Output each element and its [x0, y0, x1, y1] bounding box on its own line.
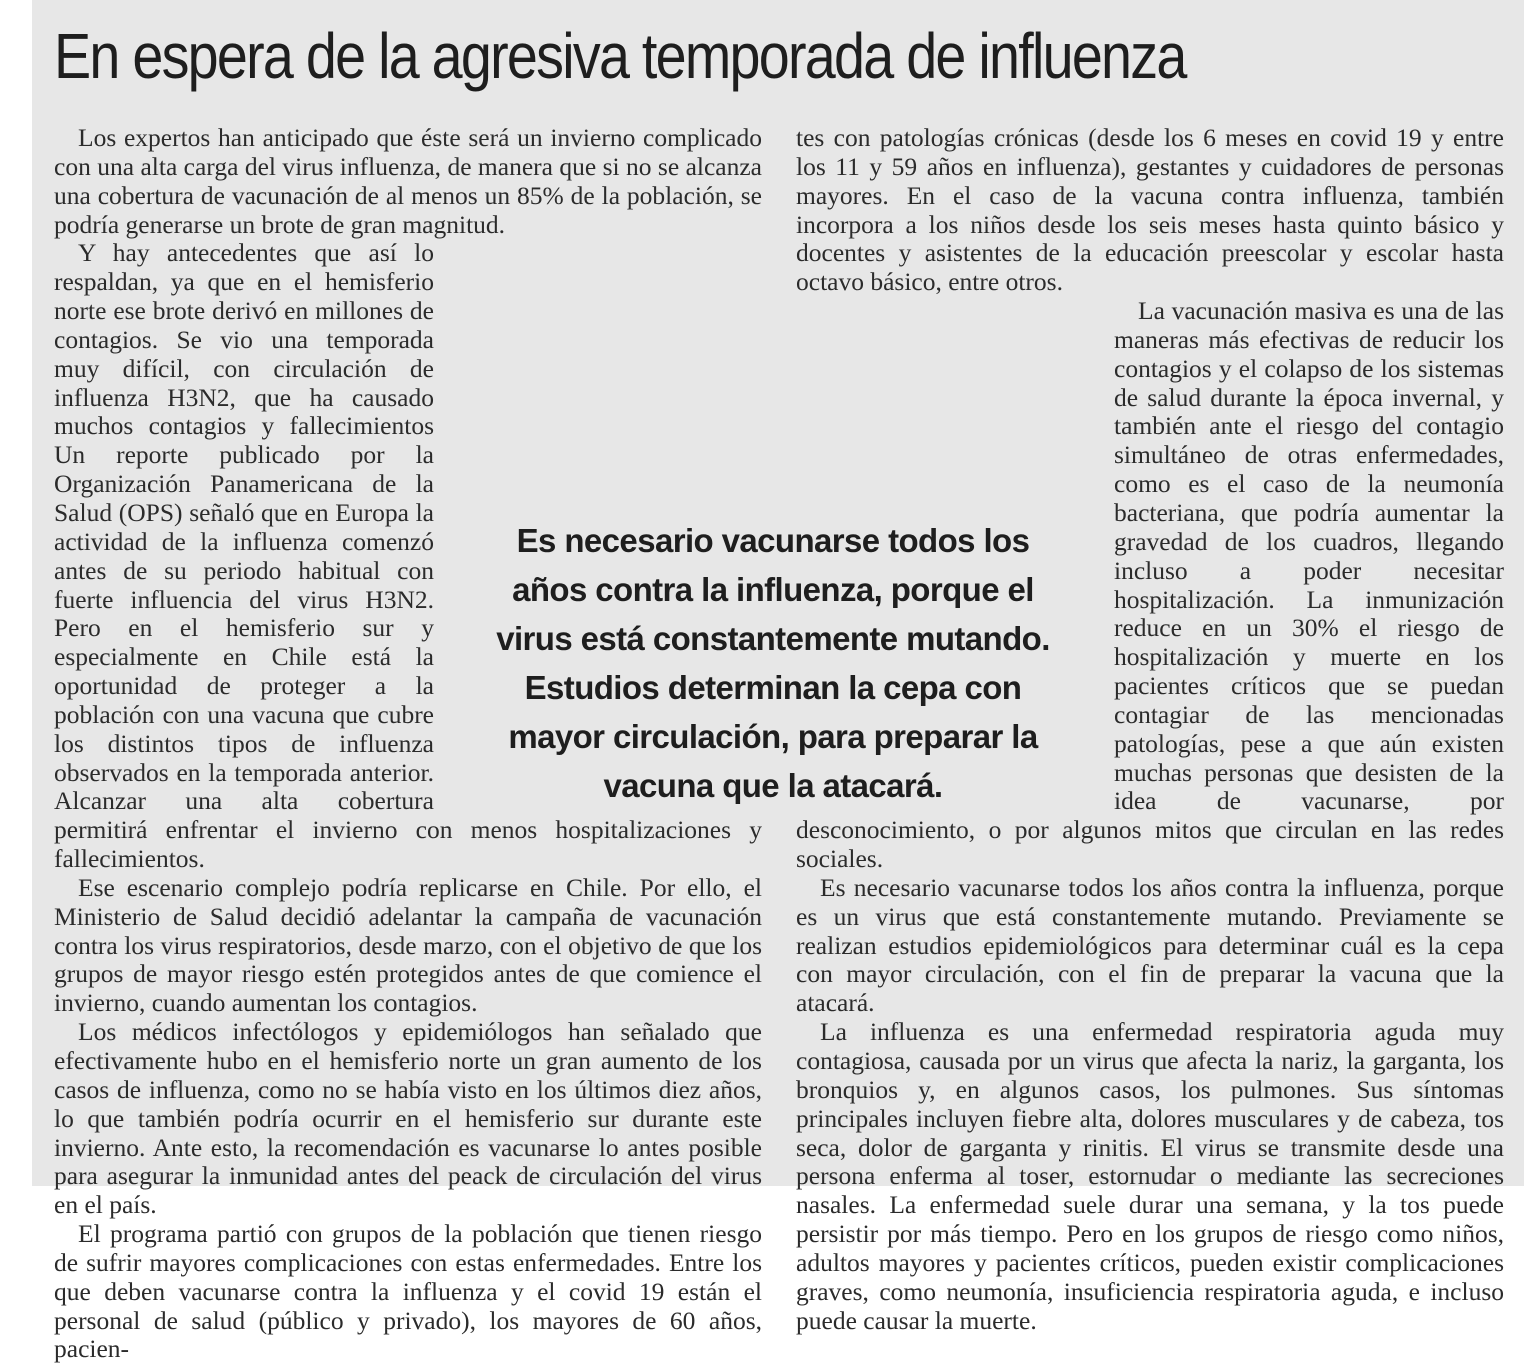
right-paragraph-1: tes con patologías crónicas (desde los 6 meses en covid 19 y entre los 11 y 59 años en influenza), gestantes y cuidadores de personas mayores. En el caso de la vacuna contra influenza, también incorpora a los niños desde los seis meses hasta quinto básico y docentes y asistentes de la educación preescolar y escolar hasta octavo básico, entre otros.	[796, 123, 1504, 297]
left-paragraph-3: Ese escenario complejo podría replicarse en Chile. Por ello, el Ministerio de Salud decidió adelantar la campaña de vacunación contra los virus respiratorios, desde marzo, con el objetivo de que los grupos de mayor riesgo estén protegidos antes de que comience el invierno, cuando aumentan los contagios.	[54, 872, 762, 1018]
right-paragraph-3: Es necesario vacunarse todos los años contra la influenza, porque es un virus que está constantemente mutando. Previamente se realizan estudios epidemiológicos para determinar cuál es la cepa con mayor circulación, con el fin de preparar la vacuna que la atacará.	[796, 872, 1504, 1018]
left-paragraph-1: Los expertos han anticipado que éste será un invierno complicado con una alta carga del virus influenza, de manera que si no se alcanza una cobertura de vacunación de al menos un 85% de la población, se podría generarse un brote de gran magnitud.	[54, 123, 762, 239]
pull-quote: Es necesario vacunarse todos los años contra la influenza, porque el virus está constantemente mutando. Estudios determinan la cepa con mayor circulación, para preparar la vacuna que la atacará.	[496, 522, 1050, 804]
headline: En espera de la agresiva temporada de influenza	[54, 20, 1186, 92]
left-paragraph-5: El programa partió con grupos de la población que tienen riesgo de sufrir mayores complicaciones con estas enfermedades. Entre los que deben vacunarse contra la influenza y el covid 19 están el personal de salud (público y privado), los mayores de 60 años, pacien-	[54, 1219, 762, 1364]
left-paragraph-2: Y hay antecedentes que así lo respaldan, ya que en el hemisferio norte ese brote derivó en millones de contagios. Se vio una temporada muy difícil, con circulación de influenza H3N2, que ha causado muchos contagios y fallecimientos Un reporte publicado por la Organización Panamericana de la Salud (OPS) señaló que en Europa la actividad de la influenza comenzó antes de su periodo habitual con fuerte influencia del virus H3N2. Pero en el hemisferio sur y especialmente en Chile está la oportunidad de proteger a la población con una vacuna que cubre los distintos tipos de influenza observados en la temporada anterior. Alcanzar una alta cobertura permitirá enfrentar el invierno con menos hospitalizaciones y fallecimientos.	[54, 238, 762, 874]
left-paragraph-4: Los médicos infectólogos y epidemiólogos han señalado que efectivamente hubo en el hemisferio norte un gran aumento de los casos de influenza, como no se había visto en los últimos diez años, lo que también podría ocurrir en el hemisferio sur durante este invierno. Ante esto, la recomendación es vacunarse lo antes posible para asegurar la inmunidad antes del peack de circulación del virus en el país.	[54, 1017, 762, 1220]
right-paragraph-2: La vacunación masiva es una de las maneras más efectivas de reducir los contagios y el colapso de los sistemas de salud durante la época invernal, y también ante el riesgo del contagio simultáneo de otras enfermedades, como es el caso de la neumonía bacteriana, que podría aumentar la gravedad de los cuadros, llegando incluso a poder necesitar hospitalización. La inmunización reduce en un 30% el riesgo de hospitalización y muerte en los pacientes críticos que se puedan contagiar de las mencionadas patologías, pese a que aún existen muchas personas que desisten de la idea de vacunarse, por desconocimiento, o por algunos mitos que circulan en las redes sociales.	[796, 296, 1504, 874]
right-paragraph-4: La influenza es una enfermedad respiratoria aguda muy contagiosa, causada por un virus que afecta la nariz, la garganta, los bronquios y, en algunos casos, los pulmones. Sus síntomas principales incluyen fiebre alta, dolores musculares y de cabeza, tos seca, dolor de garganta y rinitis. El virus se transmite desde una persona enferma al toser, estornudar o mediante las secreciones nasales. La enfermedad suele durar una semana, y la tos puede persistir por más tiempo. Pero en los grupos de riesgo como niños, adultos mayores y pacientes críticos, pueden existir complicaciones graves, como neumonía, insuficiencia respiratoria aguda, e incluso puede causar la muerte.	[796, 1017, 1504, 1335]
